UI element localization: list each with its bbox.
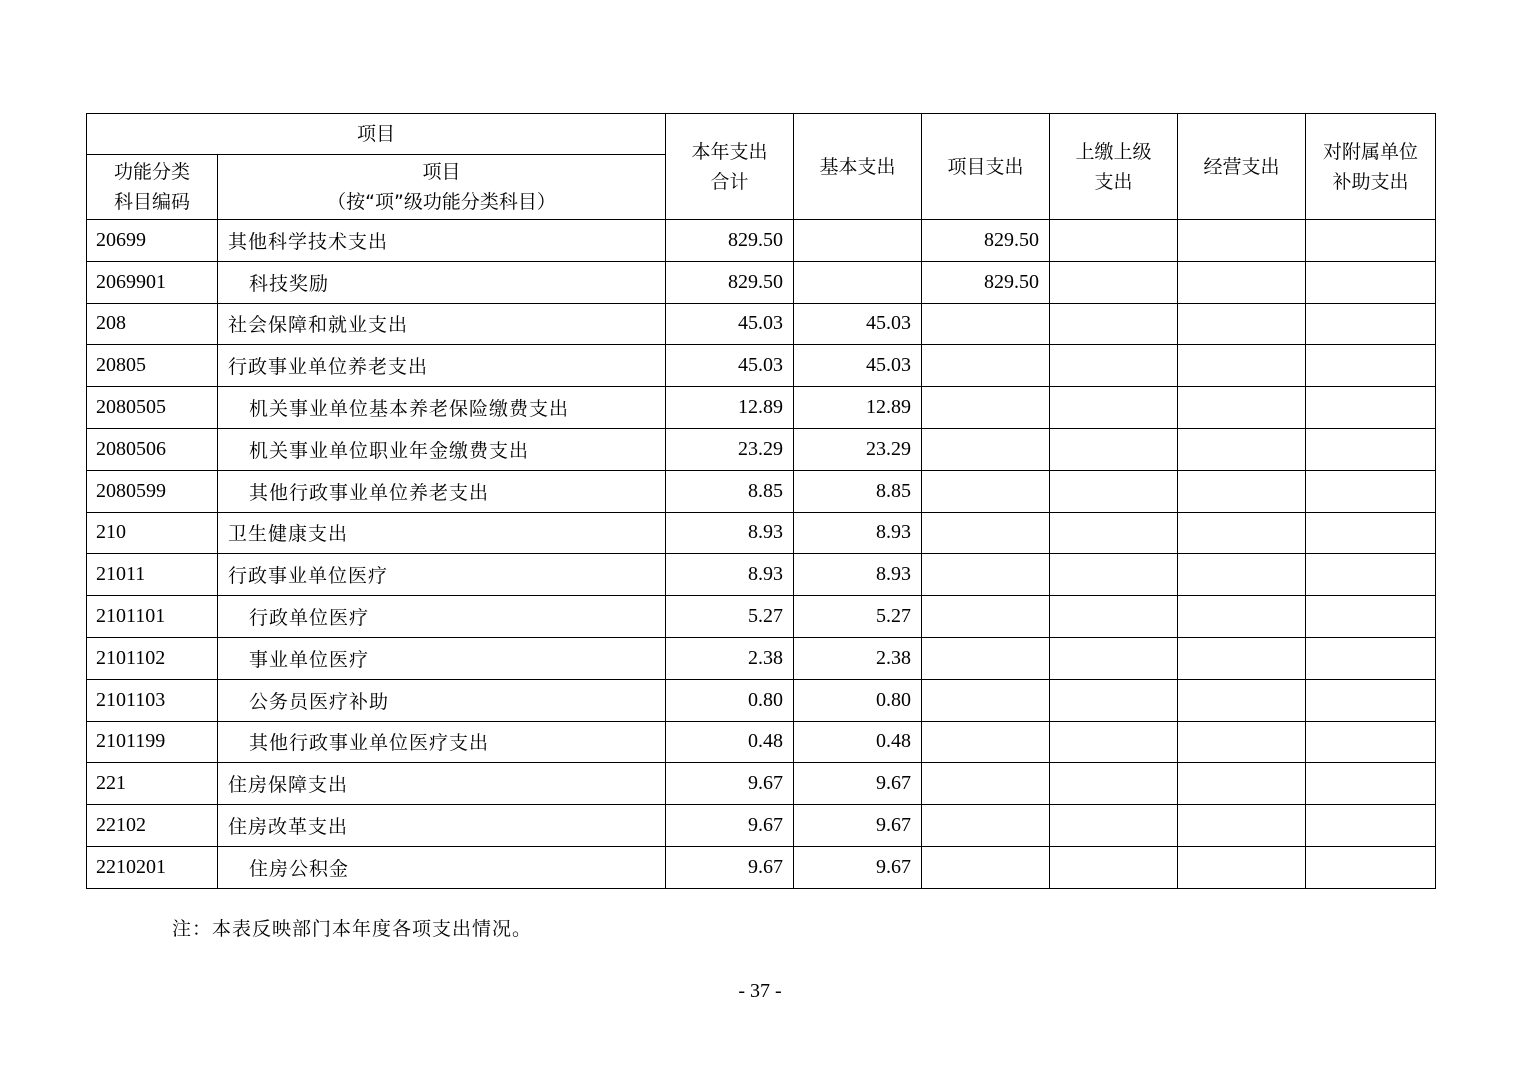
cell-name: 其他行政事业单位养老支出 [218,470,666,512]
cell-value [1306,387,1436,429]
cell-value: 9.67 [666,846,794,888]
cell-code: 2080599 [87,470,218,512]
cell-name: 行政事业单位养老支出 [218,345,666,387]
cell-value [922,763,1050,805]
cell-value: 12.89 [794,387,922,429]
table-row [87,805,1436,847]
cell-value [1178,596,1306,638]
expenditure-table [86,113,1436,889]
cell-code: 208 [87,303,218,345]
cell-value [922,637,1050,679]
cell-code: 221 [87,763,218,805]
cell-value: 0.48 [794,721,922,763]
cell-value [1050,679,1178,721]
cell-value: 0.80 [794,679,922,721]
cell-value [1050,596,1178,638]
cell-value [1178,554,1306,596]
cell-value [1178,470,1306,512]
cell-value [1050,637,1178,679]
cell-value: 45.03 [794,345,922,387]
cell-code: 2101101 [87,596,218,638]
cell-value: 8.85 [794,470,922,512]
expenditure-table-container [86,113,1435,889]
cell-value: 8.93 [666,554,794,596]
cell-value: 9.67 [666,805,794,847]
table-note: 注：本表反映部门本年度各项支出情况。 [172,918,533,940]
table-body [87,220,1436,889]
cell-name: 行政事业单位医疗 [218,554,666,596]
cell-code: 2080506 [87,428,218,470]
table-row [87,261,1436,303]
group-header: 项目 [87,114,666,155]
cell-value: 23.29 [794,428,922,470]
cell-value: 8.85 [666,470,794,512]
cell-value: 0.48 [666,721,794,763]
table-row [87,303,1436,345]
cell-value [922,679,1050,721]
cell-name: 社会保障和就业支出 [218,303,666,345]
table-row [87,554,1436,596]
cell-value [922,596,1050,638]
cell-value [1050,721,1178,763]
cell-value [1178,387,1306,429]
cell-value [1178,679,1306,721]
cell-value: 2.38 [794,637,922,679]
cell-value [1050,805,1178,847]
cell-name: 机关事业单位职业年金缴费支出 [218,428,666,470]
cell-value: 5.27 [666,596,794,638]
cell-name: 住房改革支出 [218,805,666,847]
cell-value: 5.27 [794,596,922,638]
cell-code: 21011 [87,554,218,596]
cell-name: 住房保障支出 [218,763,666,805]
cell-code: 2210201 [87,846,218,888]
table-row [87,637,1436,679]
cell-name: 行政单位医疗 [218,596,666,638]
cell-value [1178,763,1306,805]
code-header: 功能分类 科目编码 [87,155,218,220]
cell-value [1306,303,1436,345]
cell-value [1306,637,1436,679]
cell-value [1306,846,1436,888]
cell-value [1306,763,1436,805]
table-row [87,512,1436,554]
table-row [87,470,1436,512]
cell-value [922,721,1050,763]
cell-value [1178,637,1306,679]
cell-value [922,512,1050,554]
cell-value [1178,220,1306,262]
cell-value: 8.93 [666,512,794,554]
cell-value [1050,512,1178,554]
cell-value [794,261,922,303]
cell-name: 其他科学技术支出 [218,220,666,262]
cell-value [1050,220,1178,262]
cell-value [1178,721,1306,763]
name-header: 项目 （按“项”级功能分类科目） [218,155,666,220]
cell-value: 8.93 [794,554,922,596]
col-header-upper: 上缴上级 支出 [1050,114,1178,220]
cell-name: 事业单位医疗 [218,637,666,679]
cell-value: 2.38 [666,637,794,679]
cell-value: 8.93 [794,512,922,554]
cell-value [922,303,1050,345]
cell-value [1050,345,1178,387]
cell-value [922,387,1050,429]
cell-value [1178,303,1306,345]
cell-value [1178,805,1306,847]
col-header-project: 项目支出 [922,114,1050,220]
cell-value [922,805,1050,847]
col-header-basic: 基本支出 [794,114,922,220]
cell-value [922,554,1050,596]
cell-value [1306,428,1436,470]
cell-value: 9.67 [794,846,922,888]
cell-value [1306,679,1436,721]
cell-value: 829.50 [666,261,794,303]
cell-value [1050,470,1178,512]
table-row [87,220,1436,262]
table-row [87,721,1436,763]
cell-value [1306,554,1436,596]
cell-value [922,428,1050,470]
cell-value [1306,470,1436,512]
cell-value: 12.89 [666,387,794,429]
cell-value: 9.67 [666,763,794,805]
cell-value [922,345,1050,387]
cell-value [1306,220,1436,262]
col-header-business: 经营支出 [1178,114,1306,220]
table-row [87,345,1436,387]
cell-value [1178,428,1306,470]
cell-name: 卫生健康支出 [218,512,666,554]
cell-value: 45.03 [794,303,922,345]
table-row [87,846,1436,888]
table-row [87,387,1436,429]
cell-value [1306,512,1436,554]
cell-value: 829.50 [922,220,1050,262]
cell-value [1050,428,1178,470]
page-number: - 37 - [738,980,782,1002]
cell-value [1306,721,1436,763]
cell-value [1050,261,1178,303]
col-header-subsidy: 对附属单位 补助支出 [1306,114,1436,220]
cell-code: 20699 [87,220,218,262]
cell-value: 829.50 [666,220,794,262]
cell-value: 829.50 [922,261,1050,303]
cell-value: 45.03 [666,303,794,345]
table-row [87,763,1436,805]
cell-value: 9.67 [794,763,922,805]
cell-value [1178,261,1306,303]
cell-value: 9.67 [794,805,922,847]
cell-value: 45.03 [666,345,794,387]
cell-value [1306,345,1436,387]
cell-value [794,220,922,262]
cell-value [922,846,1050,888]
cell-value: 0.80 [666,679,794,721]
table-row [87,679,1436,721]
cell-value [922,470,1050,512]
cell-name: 公务员医疗补助 [218,679,666,721]
cell-value: 23.29 [666,428,794,470]
cell-value [1050,387,1178,429]
cell-value [1178,846,1306,888]
cell-code: 210 [87,512,218,554]
cell-name: 科技奖励 [218,261,666,303]
cell-value [1306,261,1436,303]
cell-value [1050,846,1178,888]
cell-value [1050,303,1178,345]
table-row [87,428,1436,470]
cell-code: 20805 [87,345,218,387]
cell-name: 住房公积金 [218,846,666,888]
cell-code: 2101102 [87,637,218,679]
cell-code: 2101199 [87,721,218,763]
cell-code: 2101103 [87,679,218,721]
cell-code: 2069901 [87,261,218,303]
cell-name: 机关事业单位基本养老保险缴费支出 [218,387,666,429]
cell-value [1050,554,1178,596]
cell-value [1050,763,1178,805]
table-row [87,596,1436,638]
cell-value [1178,345,1306,387]
cell-value [1306,805,1436,847]
cell-code: 22102 [87,805,218,847]
col-header-total: 本年支出 合计 [666,114,794,220]
cell-code: 2080505 [87,387,218,429]
cell-value [1306,596,1436,638]
cell-name: 其他行政事业单位医疗支出 [218,721,666,763]
cell-value [1178,512,1306,554]
